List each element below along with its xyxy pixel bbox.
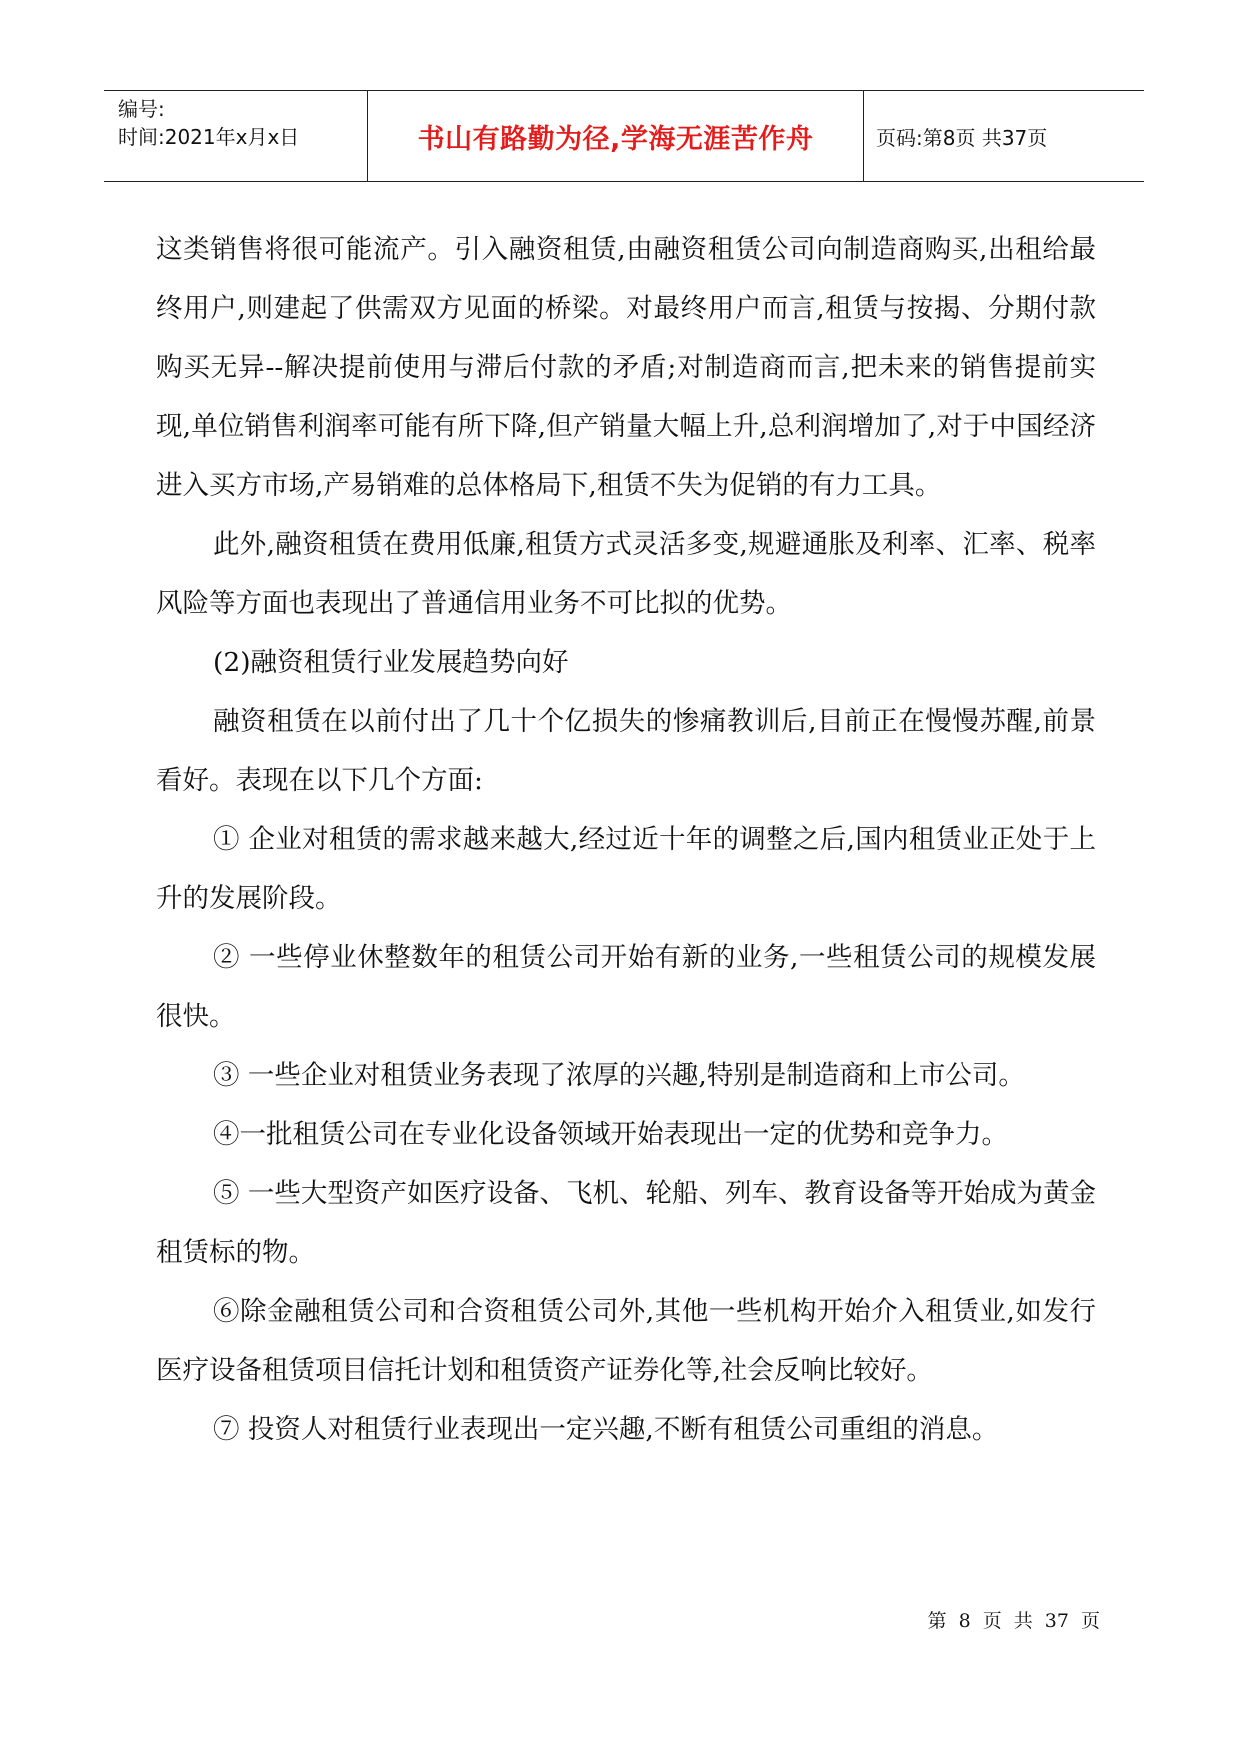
section-heading: (2)融资租赁行业发展趋势向好 bbox=[213, 647, 569, 678]
list-item: ⑦ 投资人对租赁行业表现出一定兴趣,不断有租赁公司重组的消息。 bbox=[213, 1414, 999, 1445]
list-item: ① 企业对租赁的需求越来越大,经过近十年的调整之后,国内租赁业正处于上升的发展阶段。 bbox=[156, 824, 1096, 914]
list-item: ② 一些停业休整数年的租赁公司开始有新的业务,一些租赁公司的规模发展很快。 bbox=[156, 942, 1096, 1032]
document-number-label: 编号: bbox=[118, 97, 165, 121]
page-header bbox=[104, 90, 1144, 182]
paragraph: 此外,融资租赁在费用低廉,租赁方式灵活多变,规避通胀及利率、汇率、税率风险等方面也表现出了普通信用业务不可比拟的优势。 bbox=[156, 529, 1096, 619]
header-page-code: 页码:第8页 共37页 bbox=[876, 125, 1048, 150]
document-body bbox=[156, 220, 1096, 1459]
list-item: ④一批租赁公司在专业化设备领域开始表现出一定的优势和竞争力。 bbox=[213, 1119, 1008, 1150]
list-item: ⑤ 一些大型资产如医疗设备、飞机、轮船、列车、教育设备等开始成为黄金租赁标的物。 bbox=[156, 1178, 1096, 1268]
document-time-label: 时间:2021年x月x日 bbox=[118, 125, 300, 149]
list-item: ⑥除金融租赁公司和合资租赁公司外,其他一些机构开始介入租赁业,如发行医疗设备租赁项目信托计划和租赁资产证券化等,社会反响比较好。 bbox=[156, 1296, 1096, 1386]
header-meta bbox=[104, 91, 368, 181]
page-footer: 第 8 页 共 37 页 bbox=[927, 1610, 1100, 1632]
paragraph: 这类销售将很可能流产。引入融资租赁,由融资租赁公司向制造商购买,出租给最终用户,则建起了供需双方见面的桥梁。对最终用户而言,租赁与按揭、分期付款购买无异--解决提前使用与滞后付款的矛盾;对制造商而言,把未来的销售提前实现,单位销售利润率可能有所下降,但产销量大幅上升,总利润增加了,对于中国经济进入买方市场,产易销难的总体格局下,租赁不失为促销的有力工具。 bbox=[156, 234, 1096, 501]
paragraph: 融资租赁在以前付出了几十个亿损失的惨痛教训后,目前正在慢慢苏醒,前景看好。表现在以下几个方面: bbox=[156, 706, 1096, 796]
list-item: ③ 一些企业对租赁业务表现了浓厚的兴趣,特别是制造商和上市公司。 bbox=[213, 1060, 1025, 1091]
header-motto: 书山有路勤为径,学海无涯苦作舟 bbox=[368, 91, 864, 181]
